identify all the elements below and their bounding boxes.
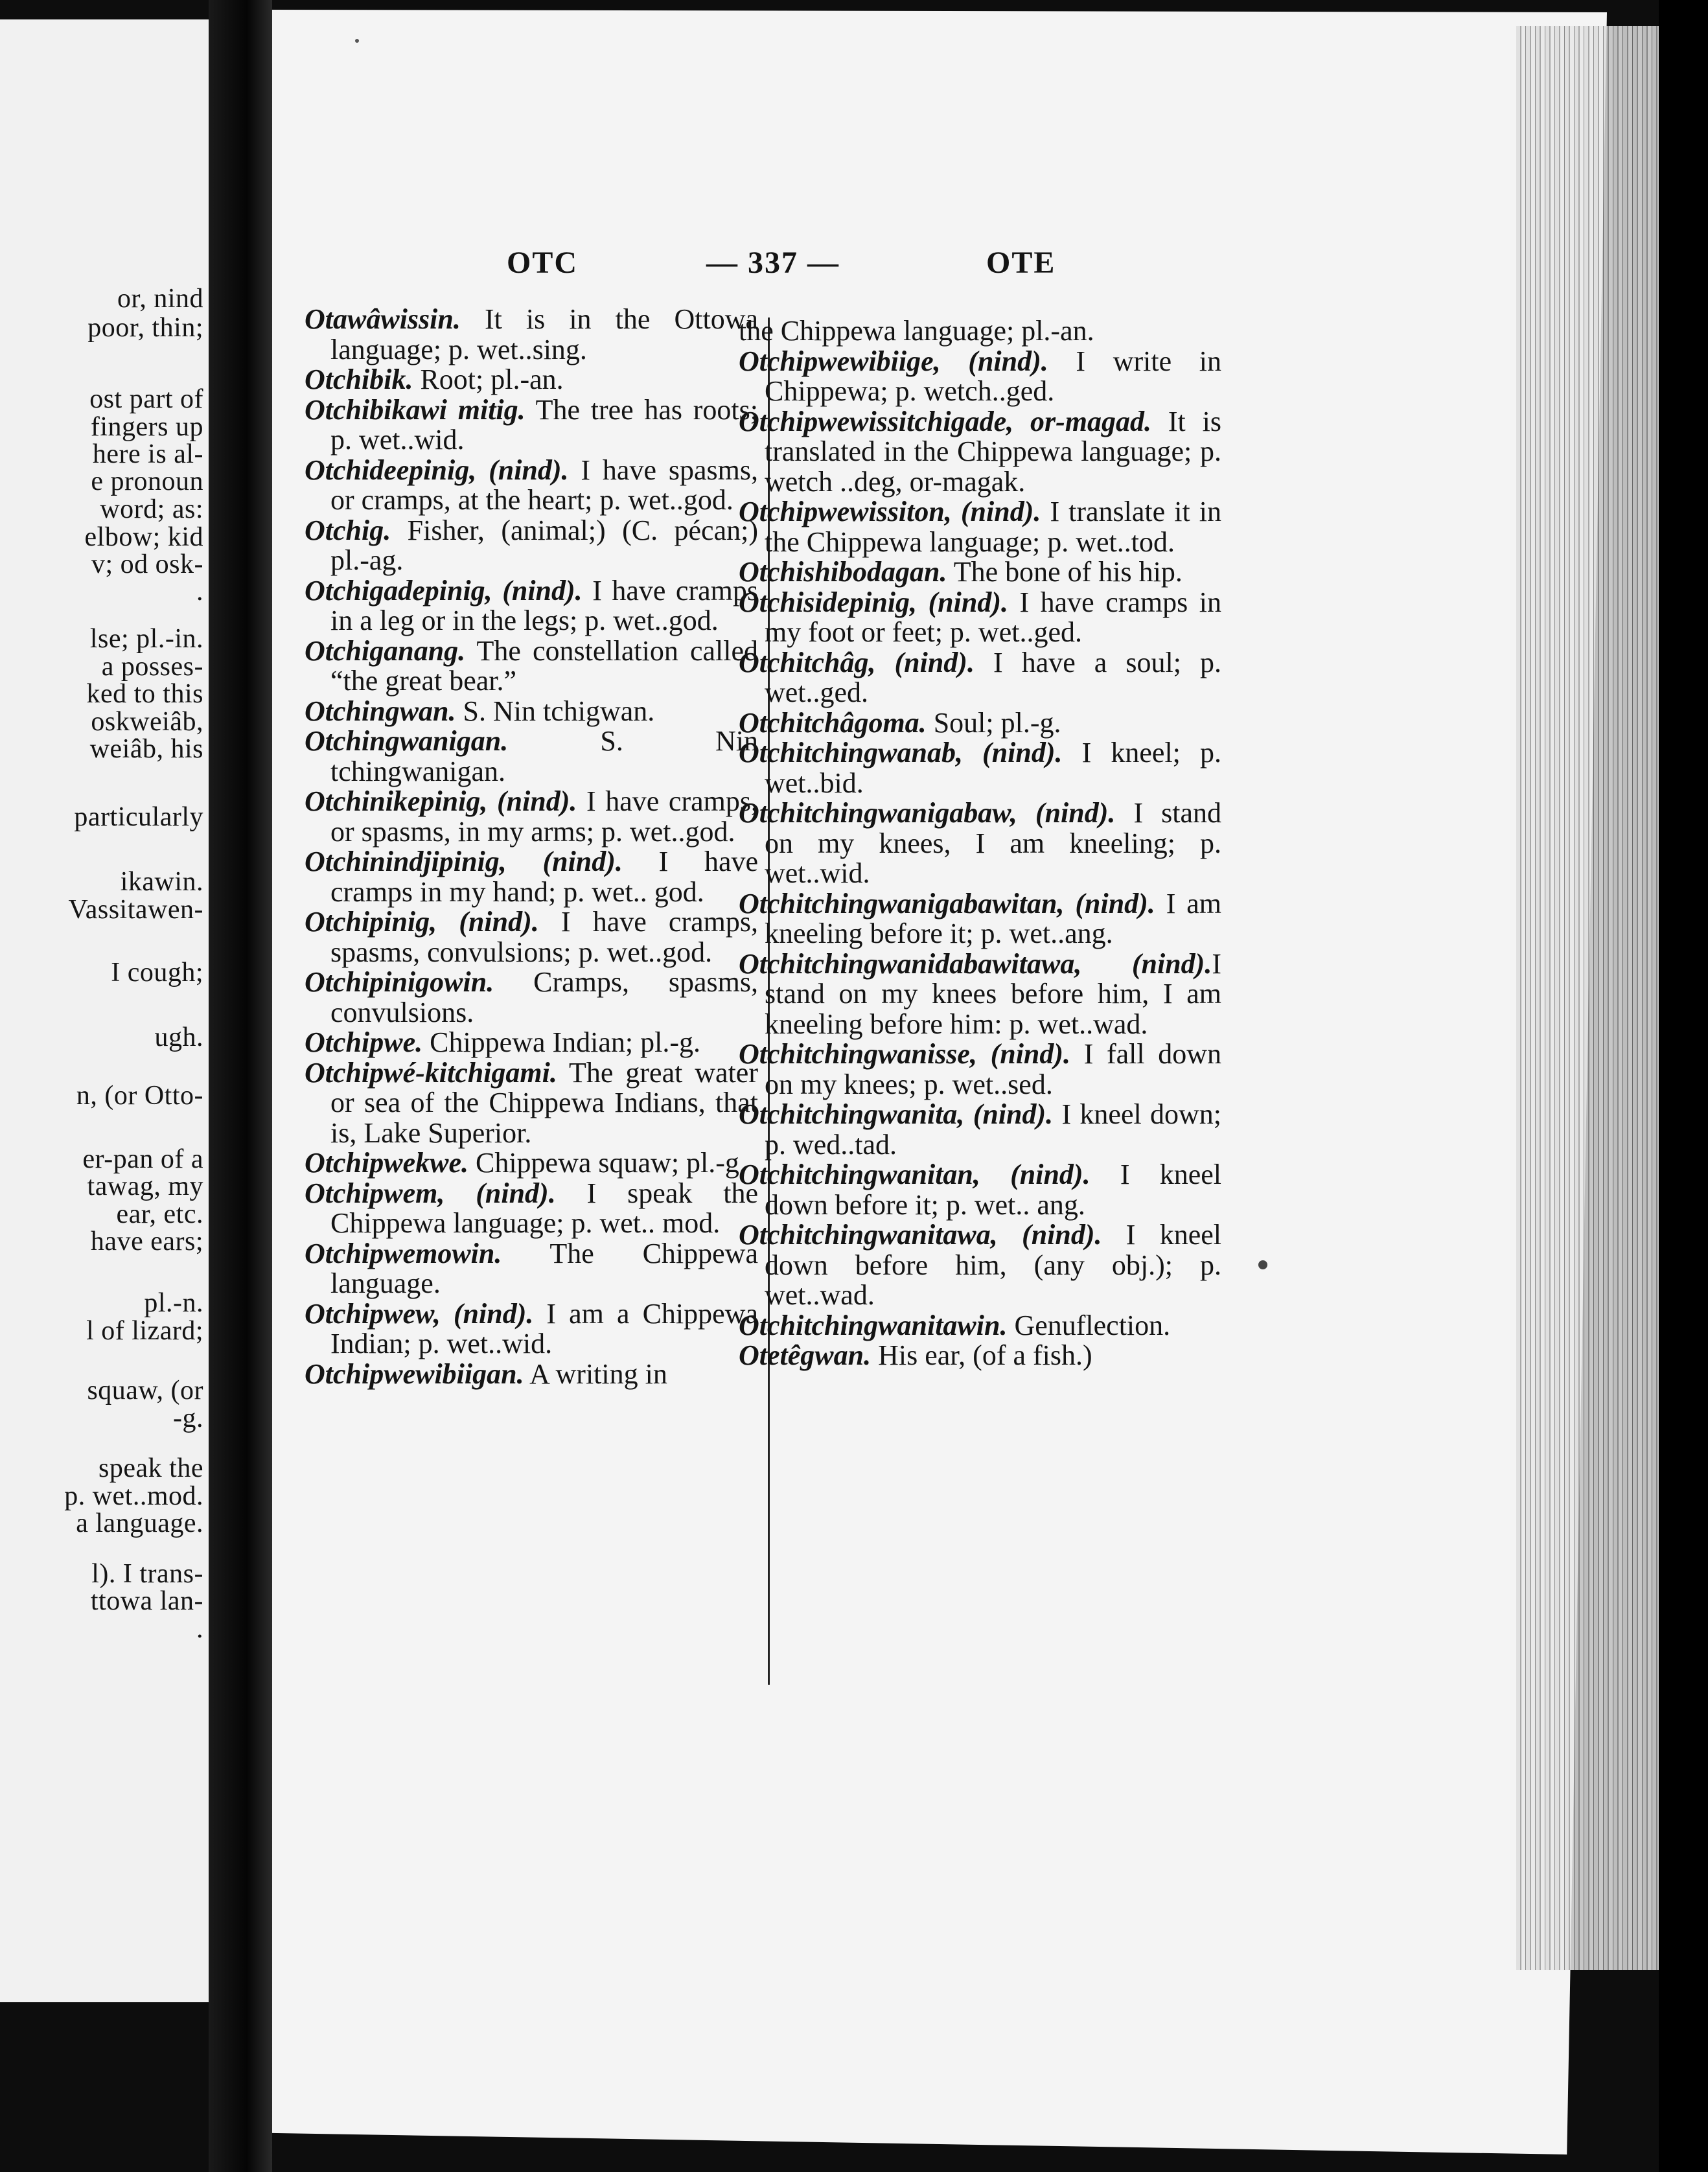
left-page-line: p. wet..mod. [64, 1481, 203, 1511]
entry-headword: Otchishibodagan. [739, 556, 947, 588]
entry-definition: I fall down on my knees; p. wet..sed. [765, 1038, 1221, 1100]
entry-definition: The tree has roots; p. wet..wid. [330, 393, 758, 456]
dictionary-entry [305, 1299, 758, 1359]
entry-headword: Otchipwé-kitchigami. [305, 1056, 557, 1089]
entry-headword: Otchipwem, (nind). [305, 1177, 556, 1209]
dictionary-entry [739, 1341, 1221, 1371]
entry-definition: It is translated in the Chippewa language; p. wetch ..deg, or-magak. [765, 405, 1222, 498]
dictionary-entry [305, 1058, 758, 1149]
entry-headword: Otchibikawi mitig. [305, 393, 525, 426]
entry-definition: The constellation called “the great bear.” [330, 634, 758, 697]
entry-headword: Otchitchingwanidabawitawa, (nind). [739, 947, 1212, 980]
entry-definition: I write in Chippewa; p. wetch..ged. [765, 345, 1221, 407]
left-page-line: fingers up [90, 412, 203, 442]
left-page-line: ost part of [89, 384, 203, 414]
dictionary-entry [305, 576, 758, 636]
entry-headword: Otchitchâgoma. [739, 706, 927, 739]
entry-headword: Otchitchingwanitawin. [739, 1309, 1008, 1341]
left-page-line: oskweiâb, [91, 707, 203, 737]
dictionary-column-right [739, 316, 1221, 1703]
entry-headword: Otchipinigowin. [305, 966, 494, 998]
entry-headword: Otchipwew, (nind). [305, 1297, 534, 1330]
page-speck [355, 39, 359, 43]
dictionary-entry [305, 787, 758, 847]
background-right [1659, 0, 1708, 2172]
left-page-line: . [196, 1614, 203, 1644]
entry-definition: The great water or sea of the Chippewa Indians, that is, Lake Superior. [330, 1056, 758, 1149]
entry-headword: Otchipwewibiige, (nind). [739, 345, 1048, 377]
left-page-line: I cough; [111, 958, 203, 988]
entry-definition: S. Nin tchigwan. [456, 695, 655, 727]
dictionary-entry [739, 949, 1221, 1040]
entry-headword: Otchig. [305, 514, 391, 546]
entry-definition: I kneel down before it; p. wet.. ang. [765, 1159, 1221, 1221]
left-page-line: particularly [74, 802, 203, 832]
entry-definition: Genuflection. [1007, 1309, 1171, 1341]
dictionary-entry [305, 516, 758, 576]
left-page-line: ugh. [154, 1022, 203, 1052]
left-page-line: word; as: [100, 494, 203, 524]
entry-definition: Soul; pl.-g. [926, 706, 1061, 739]
entry-headword: Otchitchingwanisse, (nind). [739, 1038, 1071, 1070]
entry-definition: I kneel; p. wet..bid. [765, 737, 1221, 799]
entry-headword: Otchigadepinig, (nind). [305, 574, 583, 607]
dictionary-entry [305, 697, 758, 727]
dictionary-entry [305, 726, 758, 787]
entry-headword: Otchibik. [305, 364, 413, 395]
entry-definition: I have cramps, or spasms, in my arms; p. wet..god. [330, 785, 758, 848]
left-page-line: or, nind [117, 284, 203, 314]
ink-dot [1258, 1260, 1267, 1269]
entry-definition: I have a soul; p. wet..ged. [765, 646, 1222, 708]
left-page-line: er-pan of a [82, 1144, 203, 1174]
running-head-right: OTE [986, 246, 1056, 280]
left-page-line: poor, thin; [87, 313, 203, 343]
entry-definition: I am kneeling before it; p. wet..ang. [765, 887, 1221, 949]
dictionary-entry [739, 588, 1221, 648]
entry-headword: Otchipwewissitchigade, or-magad. [739, 405, 1152, 437]
dictionary-entry [739, 347, 1221, 407]
left-page-line: e pronoun [91, 467, 203, 496]
entry-definition: I kneel down; p. wed..tad. [765, 1098, 1222, 1161]
entry-definition: It is in the Ottowa language; p. wet..sing. [330, 303, 758, 365]
dictionary-entry [739, 1311, 1221, 1341]
dictionary-entry [739, 1220, 1221, 1311]
entry-definition: I have cramps in a leg or in the legs; p. wet..god. [330, 574, 758, 636]
dictionary-entry [305, 1148, 758, 1179]
entry-definition: Cramps, spasms, convulsions. [330, 966, 758, 1028]
dictionary-entry [305, 967, 758, 1028]
dictionary-entry [305, 1239, 758, 1299]
left-page-line: v; od osk- [91, 549, 203, 579]
dictionary-entry [739, 1039, 1221, 1100]
dictionary-column-left [305, 305, 758, 1691]
entry-definition: Chippewa Indian; pl.-g. [422, 1026, 701, 1058]
entry-headword: Otawâwissin. [305, 303, 461, 335]
entry-definition: the Chippewa language; pl.-an. [739, 315, 1094, 347]
dictionary-entry [305, 456, 758, 516]
entry-definition: I have cramps in my foot or feet; p. wet..ged. [765, 586, 1221, 648]
dictionary-entry [305, 1359, 758, 1390]
entry-headword: Otchisidepinig, (nind). [739, 586, 1008, 618]
left-page-line: ear, etc. [116, 1199, 203, 1229]
left-page-line: squaw, (or [87, 1376, 203, 1405]
entry-headword: Otchingwan. [305, 695, 456, 727]
dictionary-entry [739, 708, 1221, 739]
left-page-line: have ears; [90, 1227, 203, 1256]
entry-headword: Otchipwewibiigan. [305, 1358, 524, 1390]
entry-headword: Otchiganang. [305, 634, 466, 667]
entry-definition: Chippewa squaw; pl.-g. [468, 1147, 746, 1179]
left-page-line: lse; pl.-in. [89, 624, 203, 654]
entry-definition: A writing in [524, 1358, 667, 1390]
left-page-line: ked to this [86, 679, 203, 709]
entry-headword: Otchitchingwanigabaw, (nind). [739, 797, 1116, 829]
dictionary-entry [305, 365, 758, 395]
entry-headword: Otchitchingwanitawa, (nind). [739, 1219, 1102, 1251]
dictionary-entry [739, 738, 1221, 798]
entry-definition: The Chippewa language. [330, 1237, 758, 1299]
entry-headword: Otchipwemowin. [305, 1237, 502, 1269]
dictionary-entry [739, 316, 1221, 347]
entry-definition: I have spasms, or cramps, at the heart; p. wet..god. [330, 454, 758, 516]
left-page-line: ttowa lan- [90, 1586, 203, 1616]
entry-definition: His ear, (of a fish.) [871, 1339, 1092, 1371]
entry-definition: I translate it in the Chippewa language; p. wet..tod. [765, 496, 1221, 558]
dictionary-entry [739, 557, 1221, 588]
left-page-line: . [196, 577, 203, 607]
entry-headword: Otchitchingwanita, (nind). [739, 1098, 1054, 1130]
dictionary-entry [305, 305, 758, 365]
entry-headword: Otchitchâg, (nind). [739, 646, 975, 678]
left-page-line: speak the [98, 1453, 203, 1483]
dictionary-entry [305, 395, 758, 456]
entry-headword: Otchipwe. [305, 1026, 423, 1058]
entry-definition: I kneel down before him, (any obj.); p. wet..wad. [765, 1219, 1222, 1311]
dictionary-entry [739, 648, 1221, 708]
entry-definition: I stand on my knees before him, I am kneeling before him: p. wet..wad. [765, 947, 1221, 1040]
left-page-line: n, (or Otto- [76, 1081, 203, 1111]
left-page [0, 19, 209, 2002]
page-edges [1516, 26, 1678, 1970]
dictionary-entry [305, 636, 758, 697]
entry-headword: Otetêgwan. [739, 1339, 871, 1371]
left-page-line: a posses- [101, 652, 203, 682]
dictionary-entry [305, 847, 758, 907]
dictionary-entry [739, 1100, 1221, 1160]
left-page-line: tawag, my [87, 1172, 203, 1201]
entry-headword: Otchitchingwanitan, (nind). [739, 1159, 1091, 1190]
entry-headword: Otchingwanigan. [305, 725, 509, 757]
entry-definition: I speak the Chippewa language; p. wet.. mod. [330, 1177, 758, 1239]
entry-headword: Otchipwewissiton, (nind). [739, 496, 1041, 527]
entry-definition: I have cramps, spasms, convulsions; p. wet..god. [330, 906, 758, 968]
dictionary-entry [305, 907, 758, 967]
entry-headword: Otchipinig, (nind). [305, 906, 539, 938]
entry-definition: Root; pl.-an. [413, 364, 564, 395]
entry-definition: The bone of his hip. [947, 556, 1183, 588]
page-number: — 337 — [706, 246, 840, 280]
dictionary-entry [739, 407, 1221, 498]
dictionary-entry [739, 889, 1221, 949]
running-head-left: OTC [507, 246, 579, 280]
entry-headword: Otchipwekwe. [305, 1147, 468, 1179]
entry-headword: Otchinindjipinig, (nind). [305, 846, 623, 877]
left-page-line: -g. [173, 1404, 203, 1433]
left-page-line: l of lizard; [86, 1316, 203, 1346]
entry-headword: Otchideepinig, (nind). [305, 454, 569, 486]
dictionary-entry [739, 497, 1221, 557]
entry-headword: Otchinikepinig, (nind). [305, 785, 577, 817]
left-page-line: pl.-n. [144, 1288, 203, 1318]
book-gutter [209, 0, 272, 2172]
entry-definition: S. Nin tchingwanigan. [330, 725, 758, 787]
dictionary-entry [739, 798, 1221, 889]
left-page-line: Vassitawen- [68, 895, 203, 925]
left-page-line: elbow; kid [84, 522, 203, 552]
left-page-line: l). I trans- [91, 1559, 203, 1589]
left-page-line: ikawin. [120, 867, 203, 897]
dictionary-entry [305, 1028, 758, 1058]
entry-headword: Otchitchingwanigabawitan, (nind). [739, 887, 1155, 919]
entry-definition: I am a Chippewa Indian; p. wet..wid. [330, 1297, 758, 1359]
entry-definition: I have cramps in my hand; p. wet.. god. [330, 846, 758, 908]
dictionary-entry [739, 1160, 1221, 1220]
dictionary-entry [305, 1179, 758, 1239]
left-page-line: weiâb, his [89, 734, 203, 764]
left-page-line: here is al- [92, 439, 203, 469]
entry-definition: Fisher, (animal;) (C. pécan;) pl.-ag. [330, 514, 758, 576]
left-page-line: a language. [76, 1508, 203, 1538]
entry-definition: I stand on my knees, I am kneeling; p. wet..wid. [765, 797, 1221, 889]
entry-headword: Otchitchingwanab, (nind). [739, 737, 1063, 768]
